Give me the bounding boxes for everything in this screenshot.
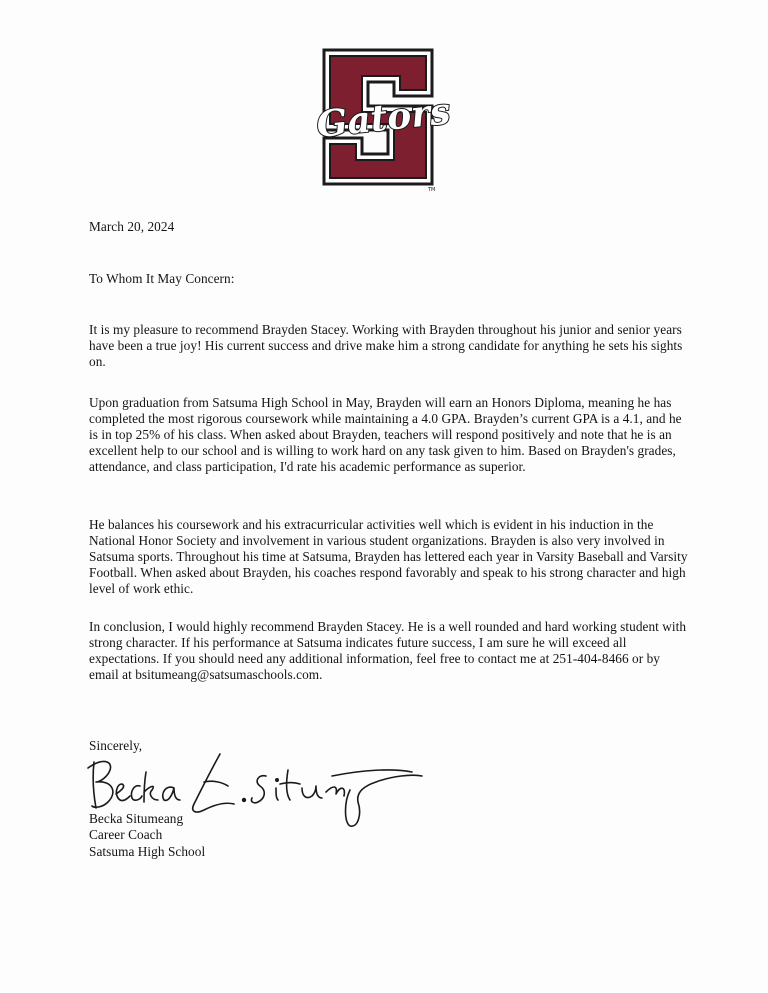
letter-salutation: To Whom It May Concern: bbox=[89, 271, 235, 286]
gators-logo bbox=[312, 44, 458, 194]
letter-paragraph-1: It is my pleasure to recommend Brayden Stacey. Working with Brayden throughout his junior and senior years have been a true joy! His current success and drive make him a strong candidate for anything he sets his sights on. bbox=[89, 322, 683, 369]
letter-date: March 20, 2024 bbox=[89, 219, 175, 234]
signer-school: Satsuma High School bbox=[89, 844, 206, 859]
trademark-mark: TM bbox=[428, 187, 436, 193]
letter-paragraph-3: He balances his coursework and his extracurricular activities well which is evident in his induction in the National Honor Society and involvement in various student organizations. Brayden is also very involved in Satsuma sports. Throughout his time at Satsuma, Brayden has lettered each year in Varsity Baseball and Varsity Football. When asked about Brayden, his coaches respond favorably and speak to his strong character and high level of work ethic. bbox=[89, 517, 688, 596]
letter-closing: Sincerely, bbox=[89, 738, 143, 753]
logo-wordmark: Gators bbox=[314, 90, 453, 146]
signer-name: Becka Situmeang bbox=[89, 811, 184, 826]
letter-paragraph-4: In conclusion, I would highly recommend Brayden Stacey. He is a well rounded and hard working student with strong character. If his performance at Satsuma indicates future success, I am sure he will exceed all expectations. If you should need any additional information, feel free to contact me at 251-404-8466 or by email at bsitumeang@satsumaschools.com. bbox=[89, 619, 687, 682]
signature-text: Becka L. Situmeang bbox=[82, 742, 91, 743]
letter-paragraph-2: Upon graduation from Satsuma High School in May, Brayden will earn an Honors Diploma, meaning he has completed the most rigorous coursework while maintaining a 4.0 GPA. Brayden’s current GPA is a 4.1, and he is in top 25% of his class. When asked about Brayden, teachers will respond positively and note that he is an excellent help to our school and is willing to work hard on any task given to him. Based on Brayden's grades, attendance, and class participation, I'd rate his academic performance as superior. bbox=[89, 395, 682, 474]
signer-title: Career Coach bbox=[89, 827, 163, 842]
